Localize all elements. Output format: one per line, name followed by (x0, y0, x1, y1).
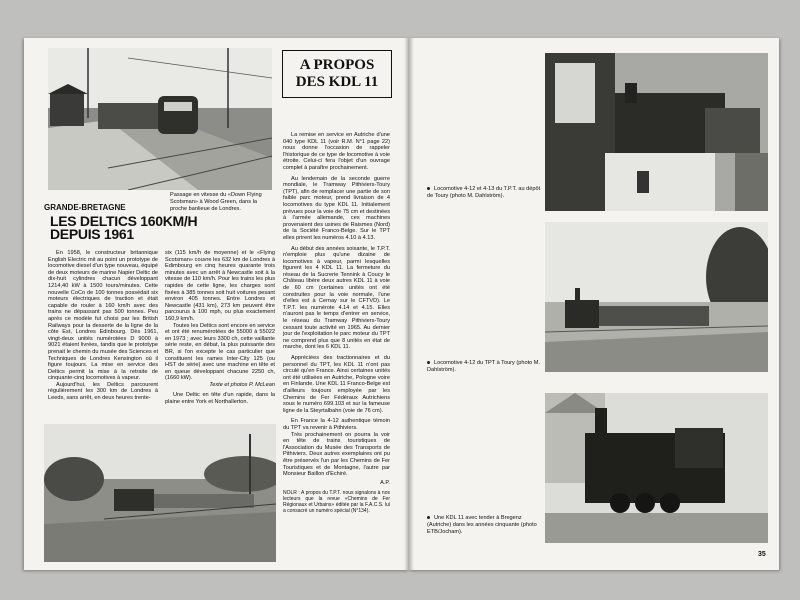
bregenz-kdl11-illustration (545, 393, 768, 543)
article-headline (50, 215, 290, 241)
kdl11-title-line1: A PROPOS (299, 57, 375, 73)
section-label: GRANDE-BRETAGNE (44, 203, 126, 212)
toury-depot-photo (545, 53, 768, 211)
kdl11-paragraph-2: Au lendemain de la seconde guerre mondiale, le Tramway Pithiviers-Toury (TPT), afin de remplacer une partie de son faible parc moteur, prend livraison de 4 locomotives du type KDL 11. Initialement prévues pour la voie de 75 cm et destinées à l'armée allemande, ces machines provenaient des usines de Raismes (Nord) de la Société Franco-Belge. Sur le TPT elles prirent les numéros 4.10 à 4.13. (283, 175, 390, 241)
kdl11-paragraph-3: Au début des années soixante, le T.P.T. n'emploie plus qu'une dizaine de locomotives à vapeur, parmi lesquelles figurent les 4 KDL 11. La fermeture du réseau de la Sucrerie Tennink à Coucy le Château libère deux autres KDL 11 à voie de 60 cm (certaines unités ont été construites pour la voie normale, l'une d'elles est à Cernay sur le CFTVD). Le T.P.T. les numérote 4.14 et 4.15. Elles n'auront pas le temps d'entrer en service, le réseau du Tramway Pithiviers-Toury cessant toute activité en 1965. Au dernier jour de l'exploitation le parc moteur du TPT ne comprend plus que 8 unités en état de marche, dont les 6 KDL 11. (283, 245, 390, 351)
caption-bullet (427, 516, 430, 519)
kdl11-note: NOLR : A propos du T.P.T. nous signalons à nos lecteurs que la revue «Chemins de Fer Régionaux et Urbains» éditée par la F.A.C.S. lui a consacré un numéro spécial (N°134). (283, 490, 390, 515)
caption-bregenz-text: Une KDL 11 avec tender à Bregenz (Autriche) dans les années cinquante (photo ETB/Jocham). (427, 515, 537, 535)
deltic-paragraph-1: En 1958, le constructeur britannique English Electric mit au point un prototype de locomotive diesel d'un type nouveau, équipé de deux moteurs de marine Napier Deltic de dix-huit cylindres chacun développant 1214,40 kW à 1500 tours/minutes. Cette nouvelle CoCo de 100 tonnes possédait six moteurs électriques de traction et était capable de rouler à 160 km/h avec des trains ne dépassant pas 500 tonnes. Peu après ce modèle fut choisi par les British Railways pour la desserte de la ligne de la côte Est, Londres Edinbourg. Dès 1961, vingt-deux unités numérotées D 9000 à 9021 étaient livrées, tandis que le prototype prenait le chemin du musée des Sciences et Techniques de Londres Kensington où il figure toujours. La mise en service des Deltics permit la mise à la retraite de cinquante-cinq locomotives à vapeur. (48, 250, 158, 382)
headline-line1: LES DELTICS 160KM/H (50, 213, 198, 229)
caption-depot (427, 186, 547, 200)
page-gutter (404, 38, 414, 570)
kdl11-signature: A.P. (380, 479, 390, 486)
page-number: 35 (758, 551, 766, 558)
toury-train-photo (545, 222, 768, 372)
bottom-photo-caption: Une Deltic en tête d'un rapide, dans la plaine entre York et Northallerton. (165, 392, 275, 406)
kdl11-paragraph-4: Appréciées des tractionnaires et du personnel du TPT, les KDL 11 n'ont pas circulé qu'en France. Ainsi certaines unités ont été utilisées en Autriche, Pologne voire en Finlande. Une KDL 11 Franco-Belge est d'ailleurs toujours employée par les Chemins de Fer Fédéraux Autrichiens sous le numéro 699.103 et sur la fameuse ligne de la Steyrtalbahn (voie de 76 cm). (283, 355, 390, 414)
caption-bullet (427, 361, 430, 364)
toury-depot-illustration (545, 53, 768, 211)
deltic-paragraph-3: six (115 km/h de moyenne) et le «Flying Scotsman» couvre les 632 km de Londres à Edimbourg en cinq heures quarante trois minutes avec un arrêt à Newcastle soit à la vitesse de 110 km/h. Pour les trains les plus rapides de cette ligne, les charges sont fixées à 385 tonnes soit huit voitures pesant environ 405 tonnes. Entre Londres et Newcastle (431 km), 273 km peuvent être parcourus à 100 mph, ou plus exactement 160,9 km/h. (165, 250, 275, 322)
deltic-station-illustration (48, 48, 272, 190)
caption-train (427, 360, 547, 374)
top-photo-caption: Passage en vitesse du «Down Flying Scotsman» à Wood Green, dans la proche banlieue de Londres. (170, 192, 262, 212)
kdl11-column (283, 132, 390, 514)
kdl11-title-line2: DES KDL 11 (295, 74, 379, 90)
kdl11-paragraph-5: En France la 4-12 authentique témoin du TPT va revenir à Pithiviers. (283, 418, 390, 431)
caption-bullet (427, 187, 430, 190)
deltic-countryside-photo (44, 424, 276, 562)
kdl11-paragraph-6: Très prochainement on pourra la voir en tête de trains touristiques de l'Association du Musée des Transports de Pithiviers. Deux autres exemplaires ont pu être préservés l'un par les Chemins de Fer Touristiques et de Montagne, l'autre par Monsieur Baillon d'Echiré. (283, 431, 390, 478)
toury-train-illustration (545, 222, 768, 372)
caption-bregenz (427, 515, 547, 536)
deltic-paragraph-2: Aujourd'hui, les Deltics parcourent régulièrement les 300 km de Londres à Leeds, sans arrêt, en deux heures trente- (48, 381, 158, 402)
headline-line2: DEPUIS 1961 (50, 226, 134, 242)
bregenz-kdl11-photo (545, 393, 768, 543)
deltic-paragraph-4: Toutes les Deltics sont encore en service et ont été renumérotées de 55000 à 55022 en 1973 ; avec leurs 3300 ch, cette vaillante série reste, en débat, la plus puissante des BR, si l'on excepte le cas particulier que constituent les rames Inter-City 125 (ou HST de série) avec une machine en tête et en queue développant chacune 2250 ch, (1660 kW). (165, 322, 275, 382)
deltic-column-2 (165, 250, 275, 406)
deltic-station-photo (48, 48, 272, 190)
kdl11-title-box (282, 50, 392, 98)
caption-train-text: Locomotive 4-12 du TPT à Toury (photo M. Dahlström). (427, 360, 541, 373)
caption-depot-text: Locomotive 4-12 et 4-13 du T.P.T. au dépôt de Toury (photo M. Dahlström). (427, 186, 541, 199)
deltic-countryside-illustration (44, 424, 276, 562)
deltic-column-1 (48, 250, 158, 402)
photo-credit: Texte et photos P. McLean (209, 381, 275, 388)
kdl11-paragraph-1: La remise en service en Autriche d'une 040 type KDL 11 (voir R.M. N°1 page 22) nous donne l'occasion de rappeler l'historique de ce type de locomotive à voie étroite. Celui-ci fera l'objet d'un ouvrage complet à paraître prochainement. (283, 132, 390, 171)
